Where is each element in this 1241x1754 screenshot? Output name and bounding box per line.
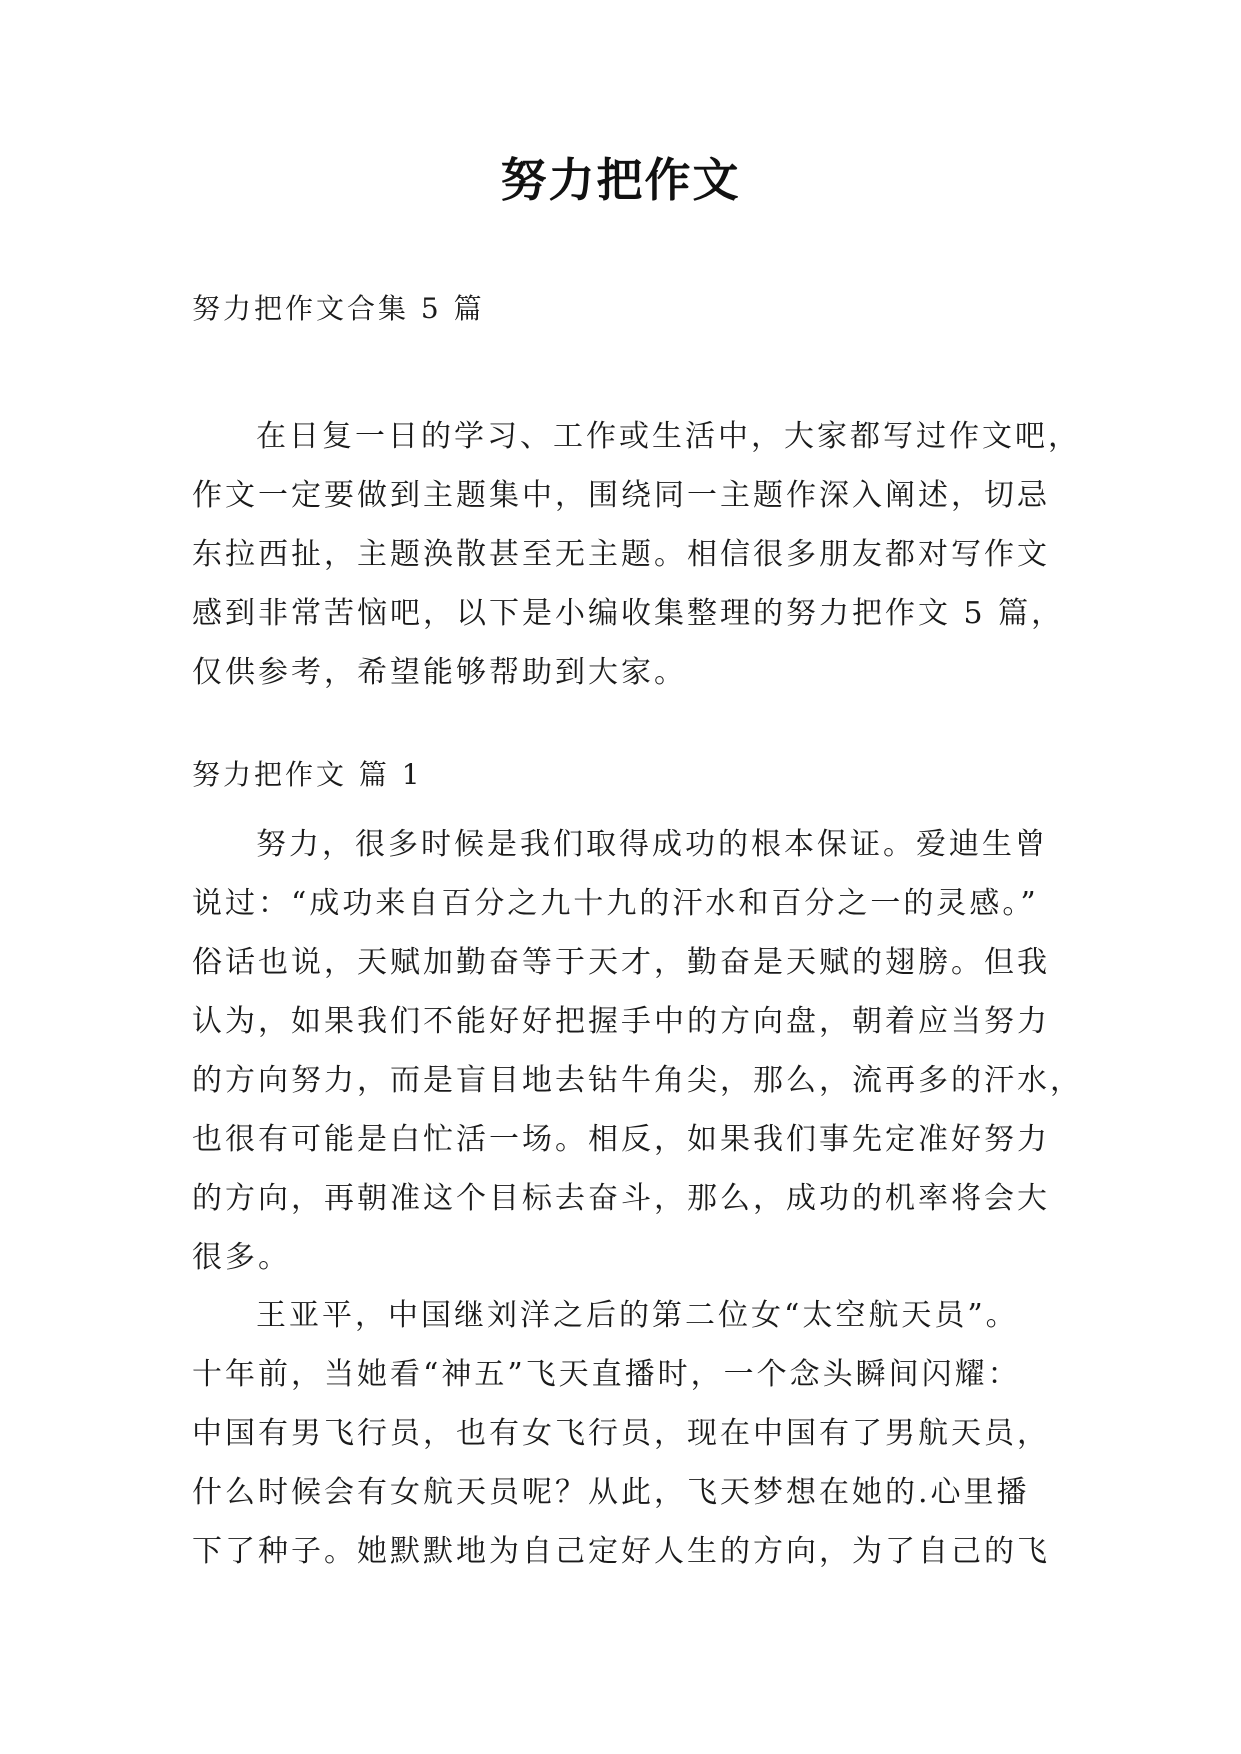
body-paragraph-1 xyxy=(192,815,1083,1287)
text-line: 中国有男飞行员，也有女飞行员，现在中国有了男航天员， xyxy=(192,1416,1050,1451)
text-line: 的方向努力，而是盲目地去钻牛角尖，那么，流再多的汗水， xyxy=(192,1063,1083,1098)
section-heading: 努力把作文 篇 1 xyxy=(192,758,423,791)
text-line: 在日复一日的学习、工作或生活中，大家都写过作文吧， xyxy=(256,419,1081,454)
text-line: 感到非常苦恼吧，以下是小编收集整理的努力把作文 5 篇， xyxy=(192,596,1065,631)
text-line: 什么时候会有女航天员呢？从此，飞天梦想在她的.心里播 xyxy=(192,1475,1030,1510)
text-line: 也很有可能是白忙活一场。相反，如果我们事先定准好努力 xyxy=(192,1122,1050,1157)
text-line: 十年前，当她看“神五”飞天直播时，一个念头瞬间闪耀： xyxy=(192,1357,1021,1392)
body-paragraph-2 xyxy=(192,1286,1052,1581)
text-line: 下了种子。她默默地为自己定好人生的方向，为了自己的飞 xyxy=(192,1534,1050,1569)
text-line: 仅供参考，希望能够帮助到大家。 xyxy=(192,655,687,690)
document-title: 努力把作文 xyxy=(500,153,741,207)
document-subtitle: 努力把作文合集 5 篇 xyxy=(192,292,485,325)
text-line: 很多。 xyxy=(192,1240,291,1275)
text-line: 俗话也说，天赋加勤奋等于天才，勤奋是天赋的翅膀。但我 xyxy=(192,945,1050,980)
text-line: 说过：“成功来自百分之九十九的汗水和百分之一的灵感。” xyxy=(192,886,1039,921)
text-line: 东拉西扯，主题涣散甚至无主题。相信很多朋友都对写作文 xyxy=(192,537,1050,572)
text-line: 的方向，再朝准这个目标去奋斗，那么，成功的机率将会大 xyxy=(192,1181,1050,1216)
text-line: 王亚平，中国继刘洋之后的第二位女“太空航天员”。 xyxy=(256,1298,1019,1333)
text-line: 努力，很多时候是我们取得成功的根本保证。爱迪生曾 xyxy=(256,827,1048,862)
intro-paragraph xyxy=(192,407,1081,702)
text-line: 作文一定要做到主题集中，围绕同一主题作深入阐述，切忌 xyxy=(192,478,1050,513)
text-line: 认为，如果我们不能好好把握手中的方向盘，朝着应当努力 xyxy=(192,1004,1050,1039)
